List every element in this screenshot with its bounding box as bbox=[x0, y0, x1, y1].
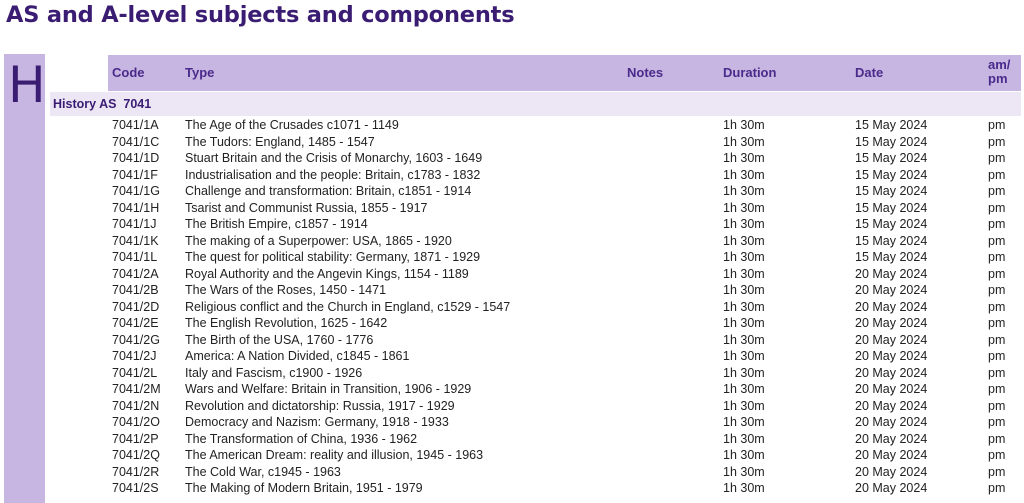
cell-duration: 1h 30m bbox=[723, 283, 765, 297]
cell-type: Industrialisation and the people: Britain, c1783 - 1832 bbox=[185, 167, 481, 182]
table-row bbox=[0, 249, 1024, 266]
cell-code: 7041/1F bbox=[112, 167, 158, 182]
table-row bbox=[0, 134, 1024, 151]
column-header-notes: Notes bbox=[627, 65, 664, 80]
cell-duration: 1h 30m bbox=[723, 233, 765, 248]
cell-code: 7041/2P bbox=[112, 431, 159, 446]
cell-date: 20 May 2024 bbox=[855, 316, 928, 330]
cell-code: 7041/1L bbox=[112, 250, 158, 264]
table-row bbox=[0, 447, 1024, 464]
table-row bbox=[0, 414, 1024, 431]
cell-ampm: pm bbox=[988, 167, 1006, 182]
cell-duration: 1h 30m bbox=[723, 398, 765, 413]
cell-type: Democracy and Nazism: Germany, 1918 - 1933 bbox=[185, 415, 449, 429]
cell-code: 7041/2Q bbox=[112, 448, 160, 462]
cell-duration: 1h 30m bbox=[723, 332, 765, 347]
cell-type: Tsarist and Communist Russia, 1855 - 1917 bbox=[185, 200, 428, 215]
cell-code: 7041/1D bbox=[112, 151, 160, 165]
cell-date: 15 May 2024 bbox=[855, 118, 928, 132]
cell-code: 7041/2D bbox=[112, 299, 160, 314]
cell-code: 7041/2S bbox=[112, 481, 159, 495]
cell-duration: 1h 30m bbox=[723, 316, 765, 330]
cell-ampm: pm bbox=[988, 365, 1006, 380]
cell-ampm: pm bbox=[988, 134, 1006, 149]
cell-duration: 1h 30m bbox=[723, 349, 765, 363]
cell-code: 7041/2E bbox=[112, 316, 159, 330]
cell-date: 20 May 2024 bbox=[855, 431, 928, 446]
cell-type: The Age of the Crusades c1071 - 1149 bbox=[185, 118, 399, 132]
cell-code: 7041/2G bbox=[112, 332, 160, 347]
cell-duration: 1h 30m bbox=[723, 448, 765, 462]
cell-type: Stuart Britain and the Crisis of Monarchy, 1603 - 1649 bbox=[185, 151, 483, 165]
cell-code: 7041/1C bbox=[112, 134, 160, 149]
cell-type: The Wars of the Roses, 1450 - 1471 bbox=[185, 283, 387, 297]
cell-ampm: pm bbox=[988, 151, 1006, 165]
table-row bbox=[0, 150, 1024, 167]
cell-ampm: pm bbox=[988, 415, 1006, 429]
cell-date: 15 May 2024 bbox=[855, 200, 928, 215]
cell-date: 20 May 2024 bbox=[855, 415, 928, 429]
cell-code: 7041/2R bbox=[112, 464, 160, 479]
table-row bbox=[0, 365, 1024, 382]
cell-duration: 1h 30m bbox=[723, 250, 765, 264]
cell-code: 7041/2B bbox=[112, 283, 159, 297]
cell-date: 20 May 2024 bbox=[855, 448, 928, 462]
cell-type: America: A Nation Divided, c1845 - 1861 bbox=[185, 349, 410, 363]
cell-duration: 1h 30m bbox=[723, 365, 765, 380]
cell-ampm: pm bbox=[988, 448, 1006, 462]
cell-ampm: pm bbox=[988, 332, 1006, 347]
cell-date: 20 May 2024 bbox=[855, 299, 928, 314]
cell-date: 15 May 2024 bbox=[855, 233, 928, 248]
subject-heading bbox=[50, 92, 1021, 116]
cell-ampm: pm bbox=[988, 299, 1006, 314]
cell-ampm: pm bbox=[988, 266, 1006, 281]
table-row bbox=[0, 381, 1024, 398]
cell-date: 20 May 2024 bbox=[855, 266, 928, 281]
cell-type: The American Dream: reality and illusion, 1945 - 1963 bbox=[185, 448, 484, 462]
table-row bbox=[0, 299, 1024, 316]
cell-code: 7041/1K bbox=[112, 233, 159, 248]
table-row bbox=[0, 117, 1024, 134]
table-row bbox=[0, 398, 1024, 415]
cell-date: 20 May 2024 bbox=[855, 481, 928, 495]
cell-duration: 1h 30m bbox=[723, 167, 765, 182]
cell-type: The Transformation of China, 1936 - 1962 bbox=[185, 431, 418, 446]
cell-ampm: pm bbox=[988, 382, 1006, 396]
cell-ampm: pm bbox=[988, 217, 1006, 231]
cell-ampm: pm bbox=[988, 283, 1006, 297]
cell-duration: 1h 30m bbox=[723, 184, 765, 198]
cell-date: 15 May 2024 bbox=[855, 217, 928, 231]
cell-code: 7041/2A bbox=[112, 266, 159, 281]
cell-duration: 1h 30m bbox=[723, 200, 765, 215]
cell-date: 20 May 2024 bbox=[855, 382, 928, 396]
cell-duration: 1h 30m bbox=[723, 134, 765, 149]
cell-date: 15 May 2024 bbox=[855, 134, 928, 149]
cell-ampm: pm bbox=[988, 349, 1006, 363]
cell-code: 7041/2J bbox=[112, 349, 157, 363]
cell-type: Religious conflict and the Church in England, c1529 - 1547 bbox=[185, 299, 511, 314]
cell-code: 7041/1H bbox=[112, 200, 160, 215]
cell-type: The Cold War, c1945 - 1963 bbox=[185, 464, 341, 479]
cell-code: 7041/2N bbox=[112, 398, 160, 413]
cell-type: The quest for political stability: Germany, 1871 - 1929 bbox=[185, 250, 481, 264]
letter-tab-letter: H bbox=[8, 56, 46, 114]
table-row bbox=[0, 315, 1024, 332]
table-row bbox=[0, 431, 1024, 448]
column-header-ampm bbox=[988, 58, 1018, 86]
table-row bbox=[0, 282, 1024, 299]
cell-date: 20 May 2024 bbox=[855, 464, 928, 479]
table-row bbox=[0, 480, 1024, 497]
cell-code: 7041/2M bbox=[112, 382, 161, 396]
cell-type: Italy and Fascism, c1900 - 1926 bbox=[185, 365, 363, 380]
cell-ampm: pm bbox=[988, 184, 1006, 198]
cell-ampm: pm bbox=[988, 233, 1006, 248]
cell-code: 7041/1A bbox=[112, 118, 159, 132]
column-header-ampm-line1: am/ bbox=[988, 57, 1011, 72]
table-row bbox=[0, 233, 1024, 250]
column-header-date: Date bbox=[855, 65, 884, 80]
cell-ampm: pm bbox=[988, 431, 1006, 446]
cell-ampm: pm bbox=[988, 464, 1006, 479]
cell-duration: 1h 30m bbox=[723, 382, 765, 396]
cell-duration: 1h 30m bbox=[723, 266, 765, 281]
cell-type: Royal Authority and the Angevin Kings, 1154 - 1189 bbox=[185, 266, 469, 281]
cell-duration: 1h 30m bbox=[723, 431, 765, 446]
subject-heading-label: History AS 7041 bbox=[53, 97, 152, 111]
cell-type: The British Empire, c1857 - 1914 bbox=[185, 217, 368, 231]
cell-duration: 1h 30m bbox=[723, 415, 765, 429]
cell-date: 15 May 2024 bbox=[855, 151, 928, 165]
cell-duration: 1h 30m bbox=[723, 151, 765, 165]
column-header-type: Type bbox=[185, 65, 215, 80]
cell-ampm: pm bbox=[988, 250, 1006, 264]
cell-type: Revolution and dictatorship: Russia, 1917 - 1929 bbox=[185, 398, 455, 413]
cell-type: The Birth of the USA, 1760 - 1776 bbox=[185, 332, 374, 347]
cell-date: 20 May 2024 bbox=[855, 398, 928, 413]
table-body bbox=[0, 117, 1024, 497]
cell-ampm: pm bbox=[988, 316, 1006, 330]
cell-date: 15 May 2024 bbox=[855, 184, 928, 198]
column-header-duration: Duration bbox=[723, 65, 777, 80]
cell-date: 20 May 2024 bbox=[855, 349, 928, 363]
cell-duration: 1h 30m bbox=[723, 481, 765, 495]
cell-ampm: pm bbox=[988, 118, 1006, 132]
cell-date: 20 May 2024 bbox=[855, 283, 928, 297]
cell-type: Wars and Welfare: Britain in Transition, 1906 - 1929 bbox=[185, 382, 472, 396]
cell-ampm: pm bbox=[988, 200, 1006, 215]
cell-duration: 1h 30m bbox=[723, 217, 765, 231]
cell-date: 20 May 2024 bbox=[855, 332, 928, 347]
cell-duration: 1h 30m bbox=[723, 118, 765, 132]
cell-type: The Making of Modern Britain, 1951 - 1979 bbox=[185, 481, 423, 495]
table-row bbox=[0, 167, 1024, 184]
table-row bbox=[0, 464, 1024, 481]
column-header-ampm-line2: pm bbox=[988, 71, 1008, 86]
table-row bbox=[0, 200, 1024, 217]
cell-type: The Tudors: England, 1485 - 1547 bbox=[185, 134, 375, 149]
cell-type: The making of a Superpower: USA, 1865 - 1920 bbox=[185, 233, 452, 248]
cell-date: 15 May 2024 bbox=[855, 167, 928, 182]
cell-code: 7041/2O bbox=[112, 415, 160, 429]
cell-type: The English Revolution, 1625 - 1642 bbox=[185, 316, 388, 330]
cell-type: Challenge and transformation: Britain, c1851 - 1914 bbox=[185, 184, 472, 198]
cell-ampm: pm bbox=[988, 481, 1006, 495]
column-header-code: Code bbox=[112, 65, 145, 80]
cell-ampm: pm bbox=[988, 398, 1006, 413]
table-row bbox=[0, 332, 1024, 349]
table-header bbox=[108, 55, 1021, 91]
cell-code: 7041/2L bbox=[112, 365, 158, 380]
cell-code: 7041/1J bbox=[112, 217, 157, 231]
table-row bbox=[0, 348, 1024, 365]
cell-date: 20 May 2024 bbox=[855, 365, 928, 380]
cell-duration: 1h 30m bbox=[723, 299, 765, 314]
cell-code: 7041/1G bbox=[112, 184, 160, 198]
table-row bbox=[0, 216, 1024, 233]
table-row bbox=[0, 183, 1024, 200]
cell-duration: 1h 30m bbox=[723, 464, 765, 479]
table-row bbox=[0, 266, 1024, 283]
cell-date: 15 May 2024 bbox=[855, 250, 928, 264]
page-title: AS and A-level subjects and components bbox=[6, 2, 515, 28]
